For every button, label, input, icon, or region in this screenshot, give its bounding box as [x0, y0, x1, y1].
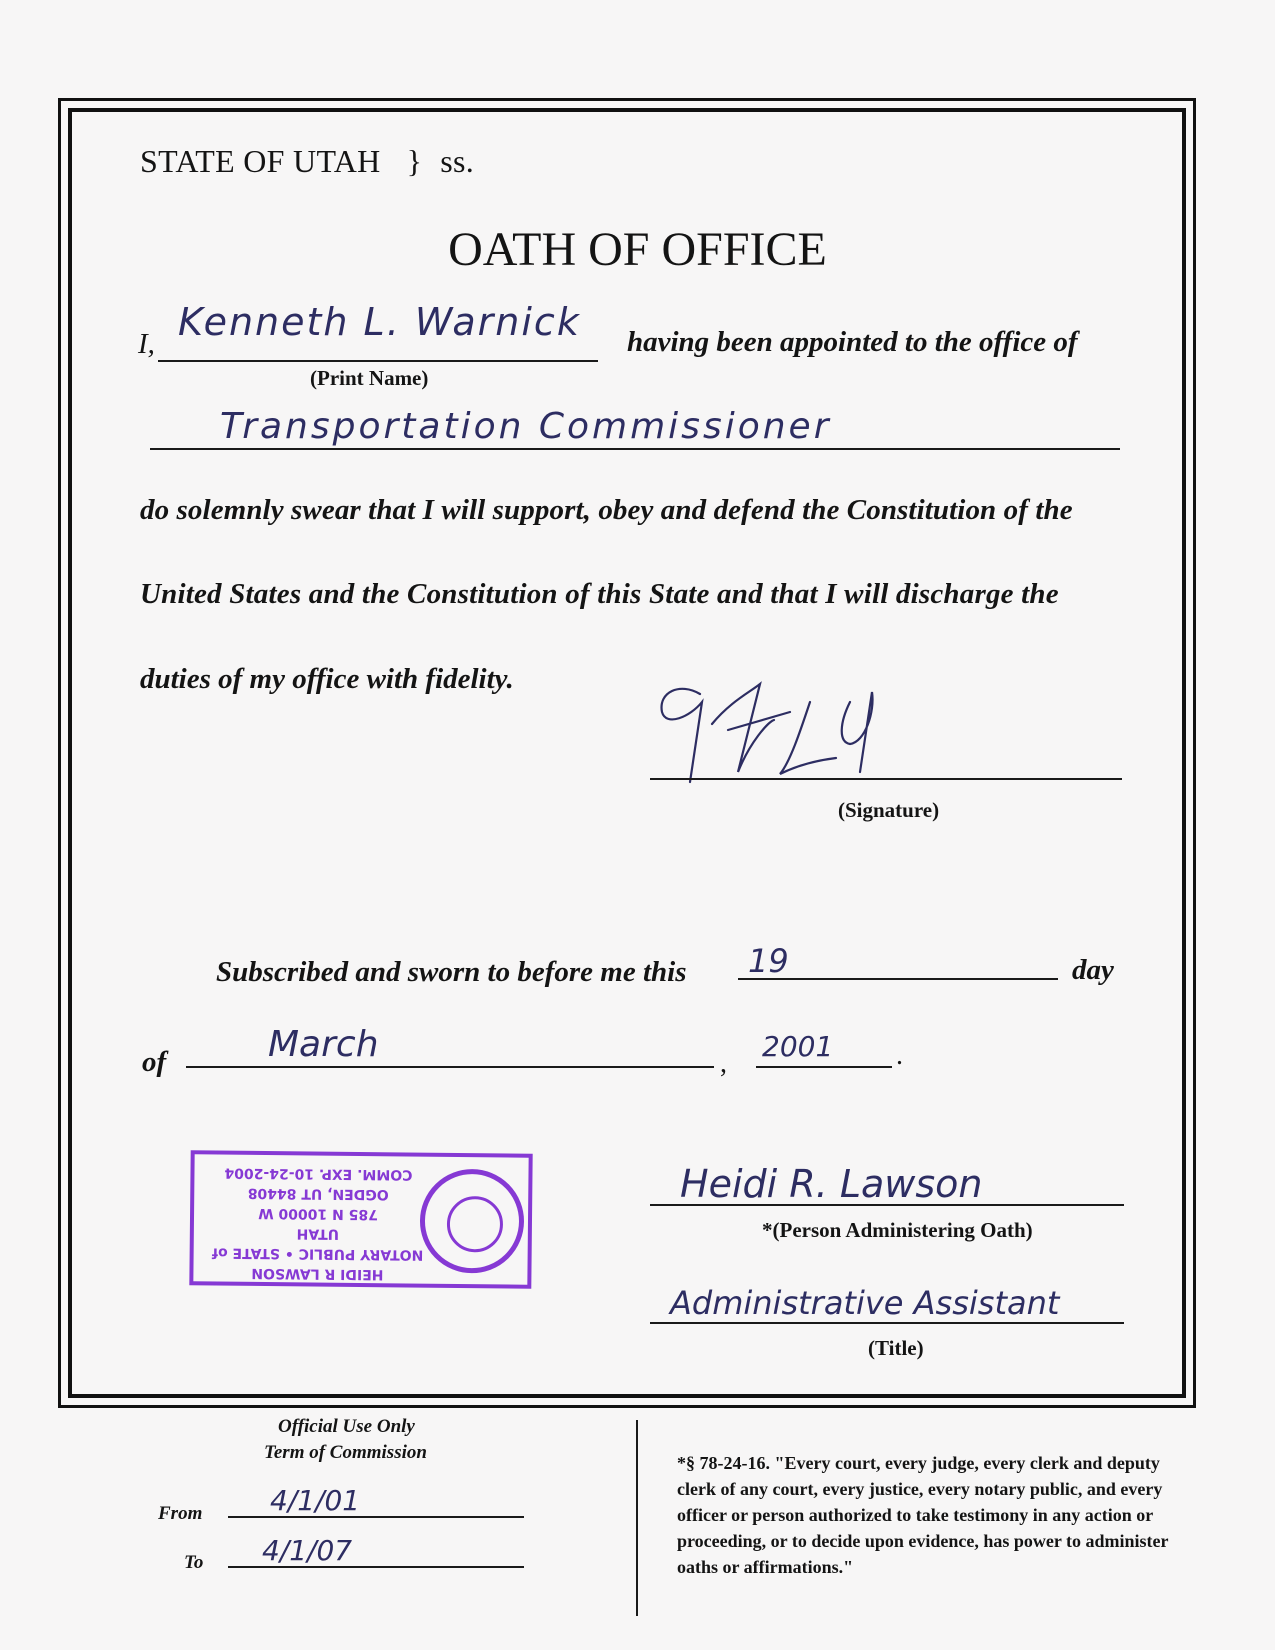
appointed-text: having been appointed to the office of [627, 326, 1078, 358]
year-handwritten: 2001 [762, 1030, 834, 1063]
state-venue [140, 143, 474, 180]
title-label: (Title) [868, 1336, 924, 1360]
month-handwritten: March [268, 1024, 379, 1065]
from-label: From [158, 1503, 203, 1524]
office-handwritten: Transportation Commissioner [220, 406, 832, 447]
page-title: OATH OF OFFICE [448, 223, 827, 276]
seal-line: OGDEN, UT 84408 [247, 1184, 389, 1203]
i-label: I, [138, 328, 155, 360]
oath-line-1: do solemnly swear that I will support, obey and defend the Constitution of the [140, 494, 1073, 526]
administrator-line [650, 1204, 1124, 1206]
signature-label: (Signature) [838, 798, 940, 822]
title-line [650, 1322, 1124, 1324]
signature-line [650, 778, 1122, 780]
state-seal-icon [419, 1169, 524, 1274]
title-handwritten: Administrative Assistant [670, 1284, 1060, 1322]
seal-line: 785 N 10000 W [258, 1204, 378, 1223]
oath-line-3: duties of my office with fidelity. [140, 663, 514, 695]
office-line [150, 448, 1120, 450]
day-handwritten: 19 [748, 942, 789, 980]
brace: } [406, 143, 423, 179]
official-use-heading: Official Use Only [278, 1416, 415, 1437]
state-name: STATE OF UTAH [140, 143, 381, 179]
divider-vertical [636, 1420, 638, 1616]
name-line [158, 360, 598, 362]
to-label: To [184, 1552, 204, 1573]
from-handwritten: 4/1/01 [270, 1484, 361, 1517]
comma: , [720, 1048, 727, 1079]
sworn-prefix: Subscribed and sworn to before me this [216, 956, 687, 988]
seal-line: COMM. EXP. 10-24-2004 [224, 1164, 413, 1183]
print-name-label: (Print Name) [310, 366, 429, 390]
name-handwritten: Kenneth L. Warnick [178, 300, 581, 344]
oath-line-2: United States and the Constitution of this State and that I will discharge the [140, 578, 1059, 610]
notary-seal-text [201, 1162, 434, 1284]
ss-label: ss. [440, 143, 475, 179]
signature-image [650, 672, 910, 792]
year-line [756, 1066, 892, 1068]
seal-line: NOTARY PUBLIC • STATE of UTAH [211, 1225, 424, 1263]
of-label: of [142, 1046, 167, 1078]
notary-seal [189, 1150, 532, 1289]
day-label: day [1072, 954, 1114, 986]
statute-note: *§ 78-24-16. "Every court, every judge, every clerk and deputy clerk of any court, every justice, every notary public, and every officer or person authorized to take testimony in any action or proceeding, or to decide upon evidence, has power to administer oaths or affirmations." [677, 1453, 1169, 1577]
administrator-label: *(Person Administering Oath) [762, 1218, 1033, 1242]
administrator-handwritten: Heidi R. Lawson [680, 1162, 983, 1206]
seal-line: HEIDI R LAWSON [251, 1264, 384, 1283]
term-heading: Term of Commission [264, 1442, 427, 1463]
month-line [186, 1066, 714, 1068]
to-handwritten: 4/1/07 [262, 1534, 353, 1567]
period: . [896, 1040, 903, 1071]
